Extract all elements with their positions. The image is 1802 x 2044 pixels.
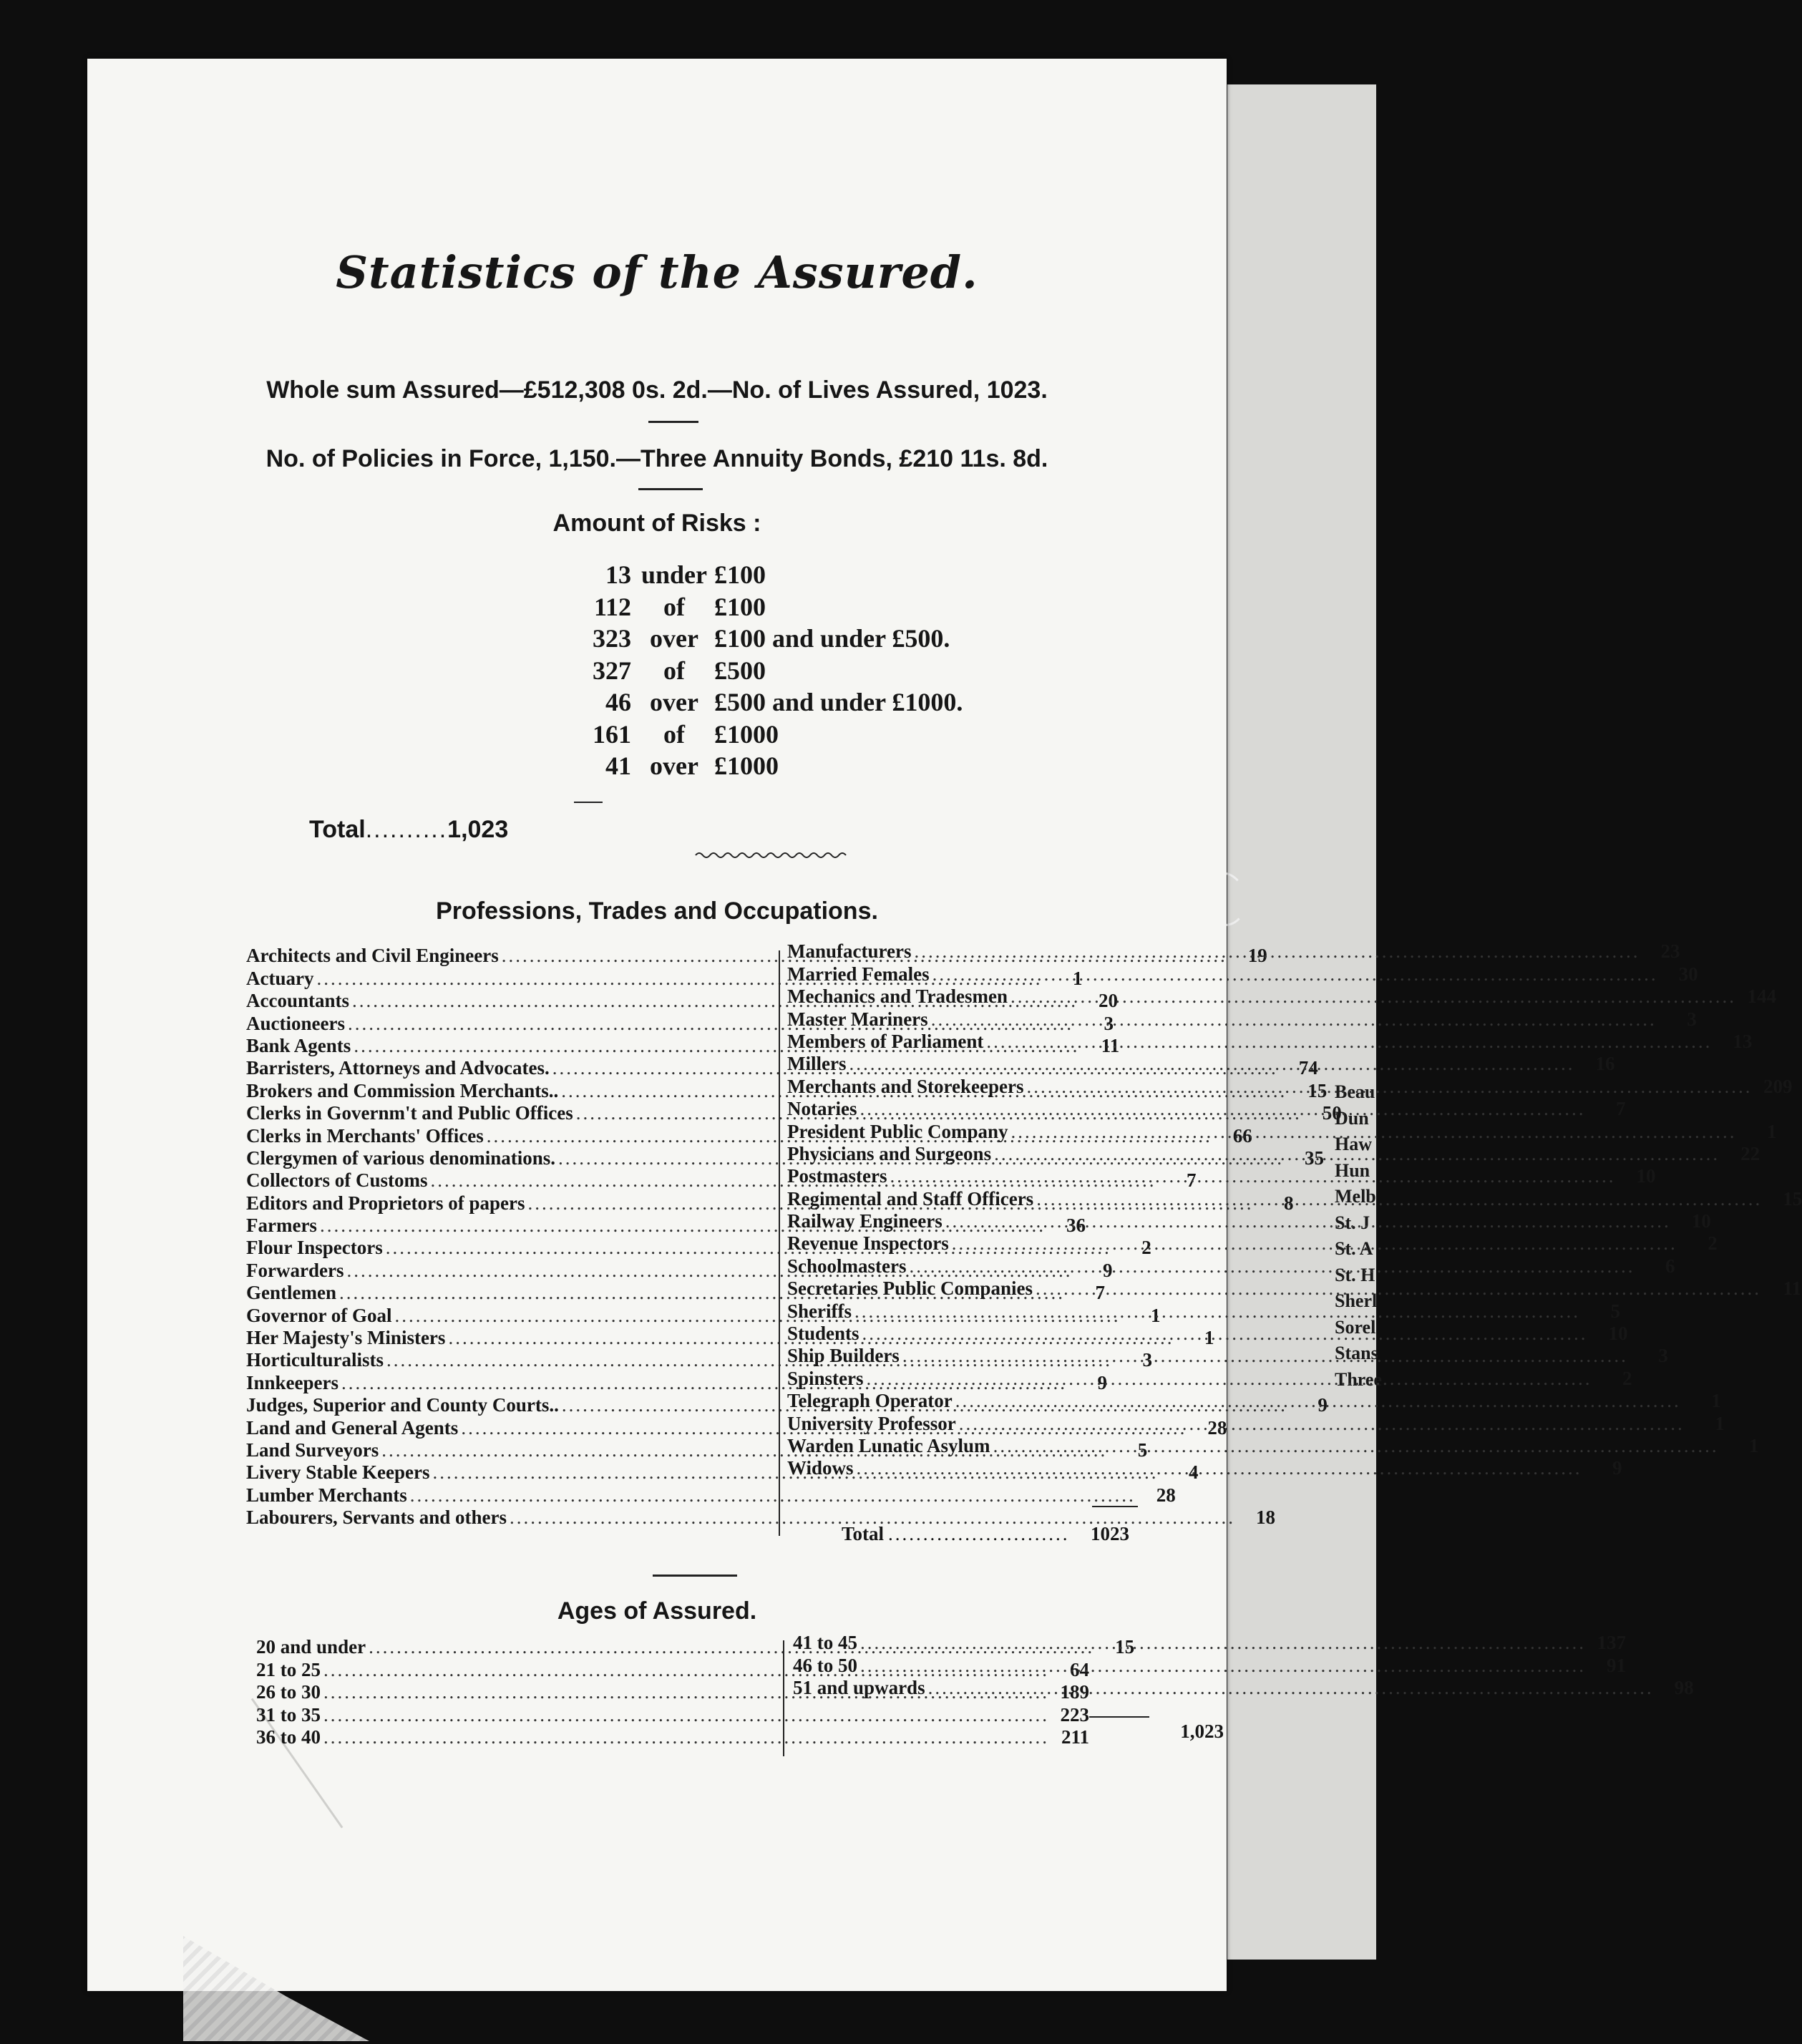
ages-right-column	[793, 1632, 1694, 1699]
profession-row-count: 16	[1595, 1053, 1615, 1075]
leader-dots	[857, 1457, 1582, 1479]
profession-row-count: 2	[1141, 1237, 1151, 1259]
leader-dots	[914, 940, 1640, 963]
profession-row-name: Clerks in Governm't and Public Offices	[246, 1102, 573, 1124]
adjacent-page-word: Haw	[1335, 1134, 1372, 1154]
leader-dots	[1011, 1121, 1737, 1143]
adjacent-page-word: Stans	[1335, 1343, 1378, 1363]
profession-row-name: Telegraph Operator	[787, 1390, 953, 1412]
profession-row-name: Married Females	[787, 963, 930, 985]
profession-row-name: Clergymen of various denominations.	[246, 1147, 555, 1169]
profession-row-name: Judges, Superior and County Courts..	[246, 1394, 559, 1416]
profession-row-name: Accountants	[246, 990, 350, 1012]
leader-dots	[902, 1345, 1628, 1367]
profession-row-count: 28	[1156, 1484, 1176, 1506]
profession-row-name: Master Mariners	[787, 1008, 928, 1030]
leader-dots	[890, 1165, 1615, 1187]
profession-row-name: Clerks in Merchants' Offices	[246, 1124, 484, 1147]
age-row	[793, 1632, 1626, 1654]
ages-heading: Ages of Assured.	[557, 1597, 757, 1625]
leader-dots	[1036, 1278, 1761, 1300]
profession-row-name: University Professor	[787, 1412, 956, 1434]
profession-row-count: 1	[1767, 1120, 1777, 1142]
profession-row-name: Lumber Merchants	[246, 1484, 407, 1506]
profession-row-count: 10	[1608, 1323, 1628, 1345]
profession-row-count: 13	[1733, 1030, 1753, 1052]
risk-amount: £500 and under £1000.	[714, 688, 963, 716]
ages-total-value: 1,023	[1180, 1721, 1224, 1742]
adjacent-page-word: Hun	[1335, 1159, 1370, 1181]
risk-amount: £100	[714, 560, 766, 589]
profession-row-name: President Public Company	[787, 1120, 1008, 1142]
risk-relation: under	[641, 560, 708, 589]
leader-dots	[993, 1435, 1719, 1457]
leader-dots	[909, 1255, 1635, 1278]
leader-dots	[849, 1053, 1574, 1075]
profession-row-count: 2	[1708, 1232, 1718, 1255]
profession-row-count: 20	[1099, 990, 1119, 1012]
age-row-count: 91	[1607, 1654, 1626, 1676]
profession-row-count: 10	[1691, 1210, 1711, 1232]
sum-rule	[1092, 1506, 1138, 1507]
age-row-count: 15	[1115, 1636, 1135, 1658]
risk-relation: of	[663, 592, 685, 621]
profession-row-name: Flour Inspectors	[246, 1237, 383, 1259]
profession-row	[787, 1434, 1759, 1457]
column-divider	[783, 1640, 784, 1756]
leader-dots	[928, 1677, 1654, 1699]
profession-row-count: 36	[1066, 1215, 1086, 1237]
profession-row-count: 28	[1207, 1416, 1227, 1439]
profession-row-count: 9	[1318, 1394, 1328, 1416]
profession-row-name: Horticulturalists	[246, 1349, 384, 1371]
sum-rule	[1089, 1716, 1149, 1718]
leader-dots	[854, 1300, 1580, 1323]
leader-dots	[986, 1031, 1712, 1053]
age-row	[256, 1726, 1089, 1748]
leader-dots	[931, 1008, 1657, 1031]
profession-row-name: Forwarders	[246, 1259, 344, 1281]
risk-count: 161	[593, 719, 631, 749]
profession-row-count: 15	[1783, 1187, 1802, 1210]
profession-row	[787, 986, 1777, 1008]
profession-row-count: 9	[1612, 1457, 1622, 1479]
profession-row-name: Collectors of Customs	[246, 1169, 428, 1192]
risks-heading: Amount of Risks :	[552, 510, 761, 537]
leader-dots	[1036, 1188, 1762, 1210]
risk-count: 46	[605, 688, 631, 716]
adjacent-page-word: Dun	[1335, 1107, 1369, 1129]
leader-dots	[994, 1143, 1720, 1165]
divider-rule	[638, 488, 703, 490]
summary-line-sum-assured: Whole sum Assured—£512,308 0s. 2d.—No. of Lives Assured, 1023.	[266, 376, 1048, 404]
profession-row-count: 7	[1095, 1282, 1105, 1304]
profession-row-name: Students	[787, 1323, 859, 1345]
leader-dots	[410, 1484, 1136, 1507]
profession-row-count: 8	[1284, 1192, 1294, 1214]
age-row-count: 98	[1674, 1677, 1694, 1699]
profession-row-name: Architects and Civil Engineers	[246, 945, 499, 967]
leader-dots	[945, 1210, 1671, 1232]
profession-row-count: 1	[1749, 1434, 1759, 1456]
profession-row-count: 209	[1763, 1075, 1793, 1097]
leader-dots	[952, 1232, 1677, 1255]
profession-row-name: Revenue Inspectors	[787, 1232, 949, 1255]
profession-row-count: 5	[1610, 1300, 1620, 1322]
profession-row-name: Members of Parliament	[787, 1030, 984, 1052]
leader-dots	[959, 1413, 1685, 1435]
age-row-name: 41 to 45	[793, 1632, 857, 1654]
profession-row-name: Farmers	[246, 1215, 317, 1237]
leader-dots	[867, 1368, 1592, 1390]
profession-row-name: Manufacturers	[787, 940, 912, 963]
risk-relation: over	[650, 624, 698, 653]
leader-dots	[859, 1098, 1585, 1120]
ornamental-squiggle	[696, 850, 846, 860]
profession-row-name: Her Majesty's Ministers	[246, 1327, 446, 1349]
risks-total-value: 1,023	[447, 816, 509, 843]
profession-row-name: Labourers, Servants and others	[246, 1507, 507, 1529]
age-row-name: 51 and upwards	[793, 1677, 925, 1699]
leader-dots	[1026, 1076, 1752, 1098]
risk-amount: £100 and under £500.	[714, 624, 950, 653]
age-row-name: 20 and under	[256, 1636, 366, 1658]
profession-row-name: Railway Engineers	[787, 1210, 943, 1232]
leader-dots	[860, 1632, 1586, 1654]
profession-row-count: 6	[1665, 1255, 1675, 1277]
profession-row-count: 3	[1104, 1012, 1114, 1034]
profession-row-count: 1	[1072, 967, 1083, 989]
page-title: Statistics of the Assured.	[336, 246, 978, 298]
adjacent-page-word: Sorel	[1335, 1316, 1376, 1338]
age-row	[793, 1654, 1626, 1676]
profession-row-name: Land Surveyors	[246, 1439, 379, 1461]
profession-row	[246, 1484, 1176, 1506]
age-row	[256, 1703, 1089, 1726]
profession-row	[787, 1008, 1697, 1030]
leader-dots	[323, 1726, 1049, 1748]
adjacent-page-word: Beau	[1335, 1081, 1375, 1102]
profession-row-name: Regimental and Staff Officers	[787, 1187, 1034, 1210]
profession-row-name: Ship Builders	[787, 1345, 900, 1367]
profession-row-name: Merchants and Storekeepers	[787, 1075, 1024, 1097]
profession-row-name: Mechanics and Tradesmen	[787, 986, 1008, 1008]
profession-row-count: 50	[1322, 1102, 1342, 1124]
profession-row-count: 9	[1102, 1259, 1113, 1281]
summary-line-policies: No. of Policies in Force, 1,150.—Three Annuity Bonds, £210 11s. 8d.	[266, 445, 1048, 472]
professions-total: Total .......................... 1023	[842, 1523, 1129, 1544]
professions-heading: Professions, Trades and Occupations.	[436, 897, 878, 925]
leader-dots	[862, 1323, 1588, 1345]
profession-row-count: 1	[1715, 1412, 1725, 1434]
risk-relation: over	[650, 688, 698, 716]
risk-relation: of	[663, 656, 685, 685]
professions-total-label: Total	[842, 1523, 885, 1544]
profession-row-name: Governor of Goal	[246, 1304, 392, 1326]
divider-rule	[653, 1575, 737, 1577]
profession-row	[787, 1390, 1721, 1412]
profession-row-count: 3	[1658, 1345, 1668, 1367]
adjacent-page-word: Melb	[1335, 1186, 1376, 1207]
profession-row-count: 19	[1247, 945, 1267, 967]
age-row-name: 36 to 40	[256, 1726, 321, 1748]
profession-row-name: Auctioneers	[246, 1012, 345, 1034]
leader-dots	[1010, 986, 1736, 1008]
adjacent-page-word: St. A	[1335, 1238, 1373, 1259]
profession-row	[787, 1412, 1725, 1434]
profession-row-count: 18	[1256, 1507, 1276, 1529]
profession-row-name: Notaries	[787, 1098, 857, 1120]
age-row-count: 223	[1060, 1703, 1089, 1726]
age-row-name: 21 to 25	[256, 1658, 321, 1680]
risk-count: 112	[593, 592, 631, 621]
age-row-count: 189	[1060, 1681, 1089, 1703]
sum-rule	[574, 802, 603, 803]
profession-row-name: Barristers, Attorneys and Advocates.	[246, 1057, 550, 1079]
profession-row-name: Sheriffs	[787, 1300, 852, 1322]
risk-relation: over	[650, 751, 698, 780]
profession-row-name: Land and General Agents	[246, 1416, 459, 1439]
risk-amount: £1000	[714, 719, 779, 749]
profession-row	[787, 963, 1698, 985]
age-row-name: 31 to 35	[256, 1703, 321, 1726]
risk-relation: of	[663, 719, 685, 749]
profession-row-name: Editors and Proprietors of papers	[246, 1192, 525, 1214]
risk-amount: £1000	[714, 751, 779, 780]
profession-row-count: 144	[1747, 986, 1777, 1008]
profession-row-name: Schoolmasters	[787, 1255, 907, 1277]
profession-row-count: 15	[1307, 1079, 1328, 1101]
profession-row	[787, 1457, 1622, 1479]
profession-row-count: 22	[1740, 1142, 1760, 1164]
professions-total-value: 1023	[1091, 1523, 1129, 1544]
age-row-count: 137	[1597, 1632, 1626, 1654]
leader-dots	[323, 1704, 1049, 1726]
adjacent-page-word: Three	[1335, 1368, 1382, 1390]
age-row-count: 211	[1061, 1726, 1089, 1748]
profession-row-count: 10	[1636, 1165, 1656, 1187]
profession-row-count: 30	[1678, 963, 1698, 985]
profession-row	[787, 1278, 1801, 1300]
profession-row-count: 11	[1783, 1278, 1801, 1300]
risk-count: 13	[605, 560, 631, 589]
profession-row-name: Livery Stable Keepers	[246, 1461, 430, 1484]
profession-row-name: Physicians and Surgeons	[787, 1142, 992, 1164]
age-row	[793, 1677, 1694, 1699]
profession-row-count: 9	[1097, 1371, 1108, 1393]
adjacent-page-word: Sherl	[1335, 1290, 1378, 1311]
profession-row-name: Brokers and Commission Merchants..	[246, 1079, 559, 1101]
risk-count: 323	[593, 624, 631, 653]
profession-row-count: 3	[1687, 1008, 1697, 1030]
risk-count: 327	[593, 656, 631, 685]
adjacent-page-word: St. H	[1335, 1264, 1375, 1285]
age-row-name: 26 to 30	[256, 1681, 321, 1703]
profession-row-count: 4	[1188, 1461, 1199, 1484]
risk-count: 41	[605, 751, 631, 780]
profession-row-count: 23	[1660, 940, 1680, 963]
profession-row	[787, 1030, 1753, 1053]
ages-total	[1081, 1721, 1224, 1743]
profession-row-name: Millers	[787, 1053, 847, 1075]
profession-row-count: 7	[1186, 1169, 1197, 1192]
profession-row-count: 11	[1101, 1034, 1120, 1056]
profession-row-name: Warden Lunatic Asylum	[787, 1434, 990, 1456]
leader-dots	[860, 1655, 1586, 1677]
profession-row-name: Gentlemen	[246, 1282, 336, 1304]
leader-dots	[955, 1390, 1681, 1412]
profession-row-count: 1	[1150, 1304, 1161, 1326]
profession-row-name: Bank Agents	[246, 1034, 351, 1056]
profession-row-name: Secretaries Public Companies	[787, 1278, 1033, 1300]
risks-total-label: Total	[309, 816, 366, 843]
profession-row-count: 1	[1711, 1390, 1721, 1412]
profession-row-count: 35	[1305, 1147, 1324, 1169]
column-divider	[779, 950, 780, 1536]
age-row-name: 46 to 50	[793, 1654, 857, 1676]
risks-total: Total..........1,023	[309, 816, 509, 843]
profession-row-count: 66	[1232, 1124, 1252, 1147]
profession-row-count: 7	[1615, 1098, 1626, 1120]
profession-row-name: Spinsters	[787, 1367, 864, 1389]
leader-dots	[932, 963, 1658, 986]
profession-row-count: 1	[1204, 1327, 1214, 1349]
divider-rule	[648, 421, 698, 423]
profession-row-name: Widows	[787, 1457, 854, 1479]
profession-row-count: 3	[1142, 1349, 1152, 1371]
age-row-count: 64	[1070, 1658, 1089, 1680]
adjacent-page-word: St. J	[1335, 1212, 1370, 1233]
profession-row-count: 5	[1137, 1439, 1148, 1461]
risk-amount: £100	[714, 592, 766, 621]
profession-row-name: Actuary	[246, 967, 314, 989]
profession-row-count: 74	[1298, 1057, 1318, 1079]
profession-row	[246, 1507, 1276, 1529]
profession-row-count: 2	[1622, 1367, 1632, 1389]
profession-row-name: Postmasters	[787, 1165, 887, 1187]
risk-amount: £500	[714, 656, 766, 685]
profession-row-name: Innkeepers	[246, 1371, 339, 1393]
